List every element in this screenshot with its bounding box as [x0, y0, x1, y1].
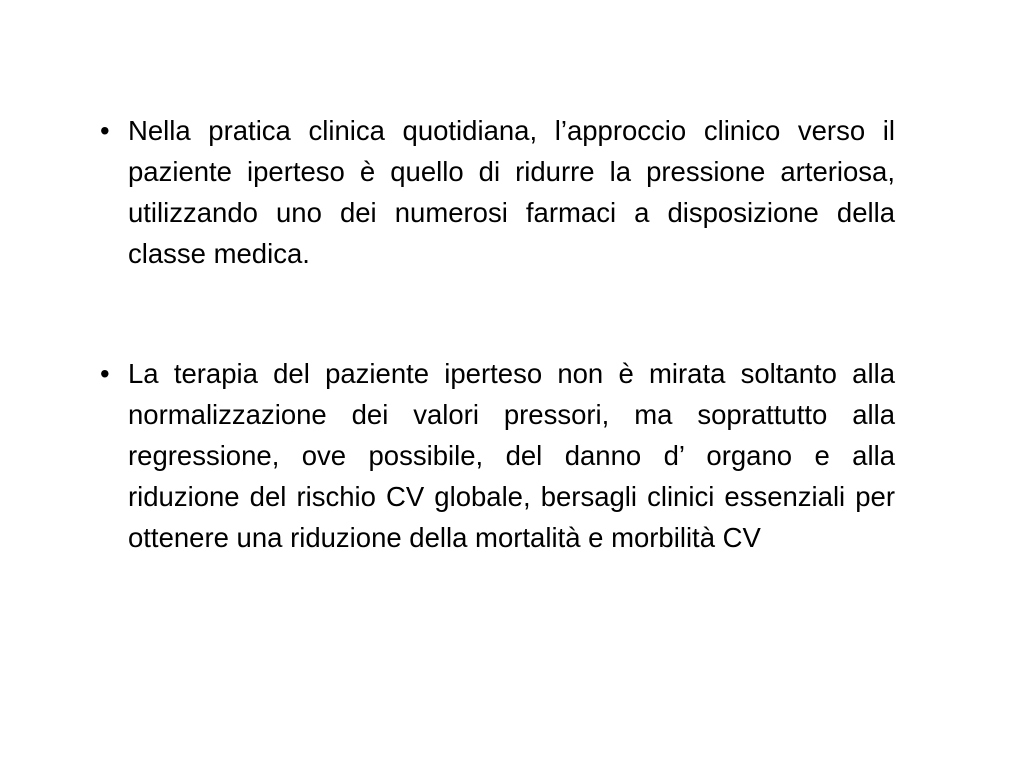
bullet-item-2 — [100, 353, 895, 558]
bullet-marker: • — [100, 358, 110, 389]
bullet-text-1: Nella pratica clinica quotidiana, l’approccio clinico verso il paziente iperteso è quello di ridurre la pressione arteriosa, utilizzando uno dei numerosi farmaci a disposizione della classe medica. — [128, 115, 895, 269]
bullet-list — [100, 110, 895, 558]
bullet-item-1 — [100, 110, 895, 274]
bullet-text-2: La terapia del paziente iperteso non è mirata soltanto alla normalizzazione dei valori pressori, ma soprattutto alla regressione, ove possibile, del danno d’ organo e alla riduzione del rischio CV globale, bersagli clinici essenziali per ottenere una riduzione della mortalità e morbilità CV — [128, 358, 895, 553]
bullet-marker: • — [100, 115, 110, 146]
